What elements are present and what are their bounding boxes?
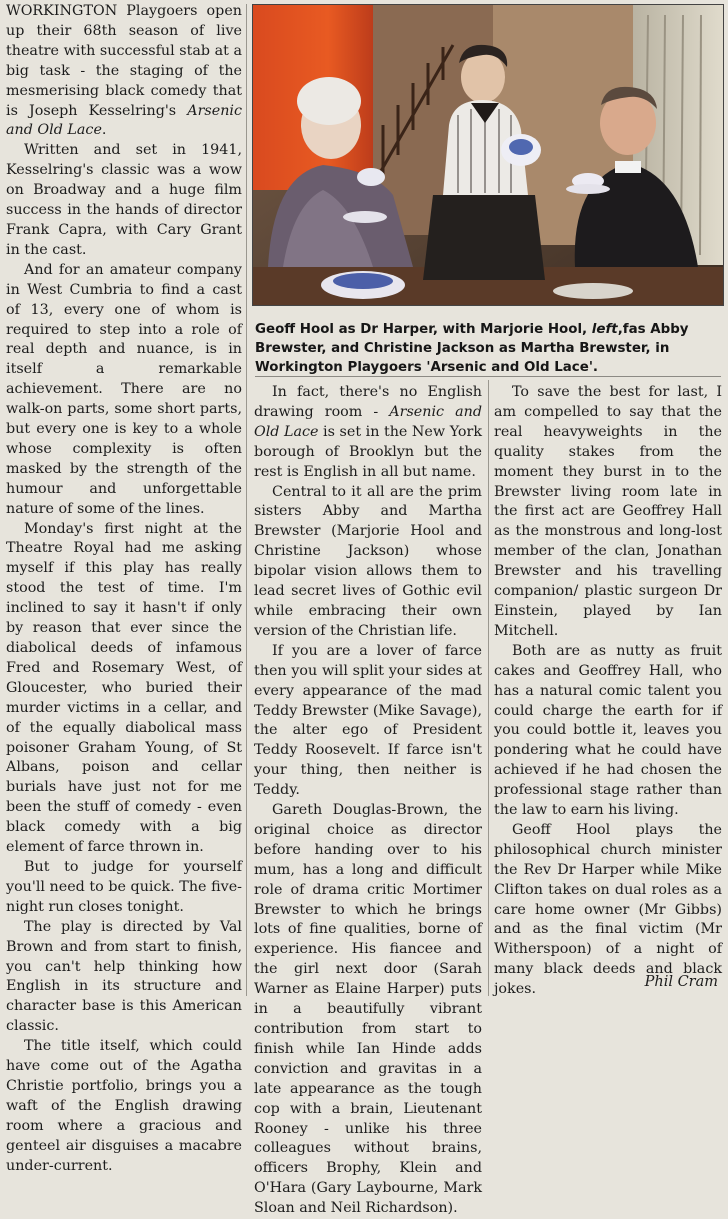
article-paragraph: Gareth Douglas-Brown, the original choice as director before handing over to his mum, has a long and difficult role of drama critic Mortimer Brewster to which he brings lots of fine qualities, borne of experience. His fiancee and the girl next door (Sarah Warner as Elaine Harper) puts in a beautifully vibrant contribution from start to finish while Ian Hinde adds conviction and gravitas in a late appearance as the tough cop with a brain, Lieutenant Rooney - unlike his three colleagues without brains, officers Brophy, Klein and O'Hara (Gary Laybourne, Mark Sloan and Neil Richardson). [254,802,482,1217]
article-column-1 [6,2,242,1174]
column-rule [488,380,489,996]
column-rule [246,4,247,996]
article-paragraph: In fact, there's no English drawing room - Arsenic and Old Lace is set in the New York borough of Brooklyn but the rest is English in all but name. [254,384,482,480]
photo-illustration [253,5,723,305]
article-lede: WORKINGTON Playgoers open up their 68th season of live theatre with successful stab at a big task - the staging of the mesmerising black comedy that is Joseph Kesselring's Arsenic and Old Lace. [6,3,242,139]
article-paragraph: Geoff Hool plays the philosophical church minister the Rev Dr Harper while Mike Clifton takes on dual roles as a care home owner (Mr Gibbs) and as the final victim (Mr Witherspoon) of a night of many black deeds and black jokes. [494,821,722,998]
photo-caption: Geoff Hool as Dr Harper, with Marjorie Hool, left,fas Abby Brewster, and Christine Jackson as Martha Brewster, in Workington Playgoers 'Arsenic and Old Lace'. [255,322,689,375]
article-paragraph: And for an amateur company in West Cumbria to find a cast of 13, every one of whom is required to step into a role of real depth and nuance, is in itself a remarkable achievement. There are no walk-on parts, some short parts, but every one is key to a whole whose complexity is often masked by the strength of the humour and unforgettable nature of some of the lines. [6,261,242,517]
article-column-2 [254,383,482,1217]
article-paragraph: If you are a lover of farce then you will split your sides at every appearance of the mad Teddy Brewster (Mike Savage), the alter ego of President Teddy Roosevelt. If farce isn't your thing, then neither is Teddy. [254,642,482,799]
production-photo [252,4,724,306]
article-paragraph: Monday's first night at the Theatre Royal had me asking myself if this play has really stood the test of time. I'm inclined to say it hasn't if only by reason that ever since the diabolical deeds of infamous Fred and Rosemary West, of Gloucester, who buried their murder victims in a cellar, and of the equally diabolical mass poisoner Graham Young, of St Albans, poison and cellar burials have just not for me been the stuff of comedy - even black comedy with a big element of farce thrown in. [6,520,242,856]
byline: Phil Cram [644,974,718,990]
article-paragraph: Central to it all are the prim sisters Abby and Martha Brewster (Marjorie Hool and Christine Jackson) whose bipolar vision allows them to lead secret lives of Gothic evil while embracing their own version of the Christian life. [254,483,482,639]
article-column-3 [494,383,722,998]
article-paragraph: The title itself, which could have come out of the Agatha Christie portfolio, brings you a waft of the English drawing room where a gracious and genteel air disguises a macabre under-current. [6,1038,242,1174]
article-paragraph: Both are as nutty as fruit cakes and Geoffrey Hall, who has a natural comic talent you could charge the earth for if you could bottle it, leaves you pondering what he could have achieved if he had chosen the professional stage rather than the law to earn his living. [494,642,722,819]
article-paragraph: Written and set in 1941, Kesselring's classic was a wow on Broadway and a huge film success in the hands of director Frank Capra, with Cary Grant in the cast. [6,142,242,258]
article-paragraph: To save the best for last, I am compelled to say that the real heavyweights in the quality stakes from the moment they burst in to the Brewster living room late in the first act are Geoffrey Hall as the monstrous and long-lost member of the clan, Jonathan Brewster and his travelling companion/ plastic surgeon Dr Einstein, played by Ian Mitchell. [494,384,722,639]
article-paragraph: But to judge for yourself you'll need to be quick. The five-night run closes tonight. [6,858,242,915]
caption-rule [255,376,721,377]
article-paragraph: The play is directed by Val Brown and from start to finish, you can't help thinking how English in its structure and character base is this American classic. [6,918,242,1035]
